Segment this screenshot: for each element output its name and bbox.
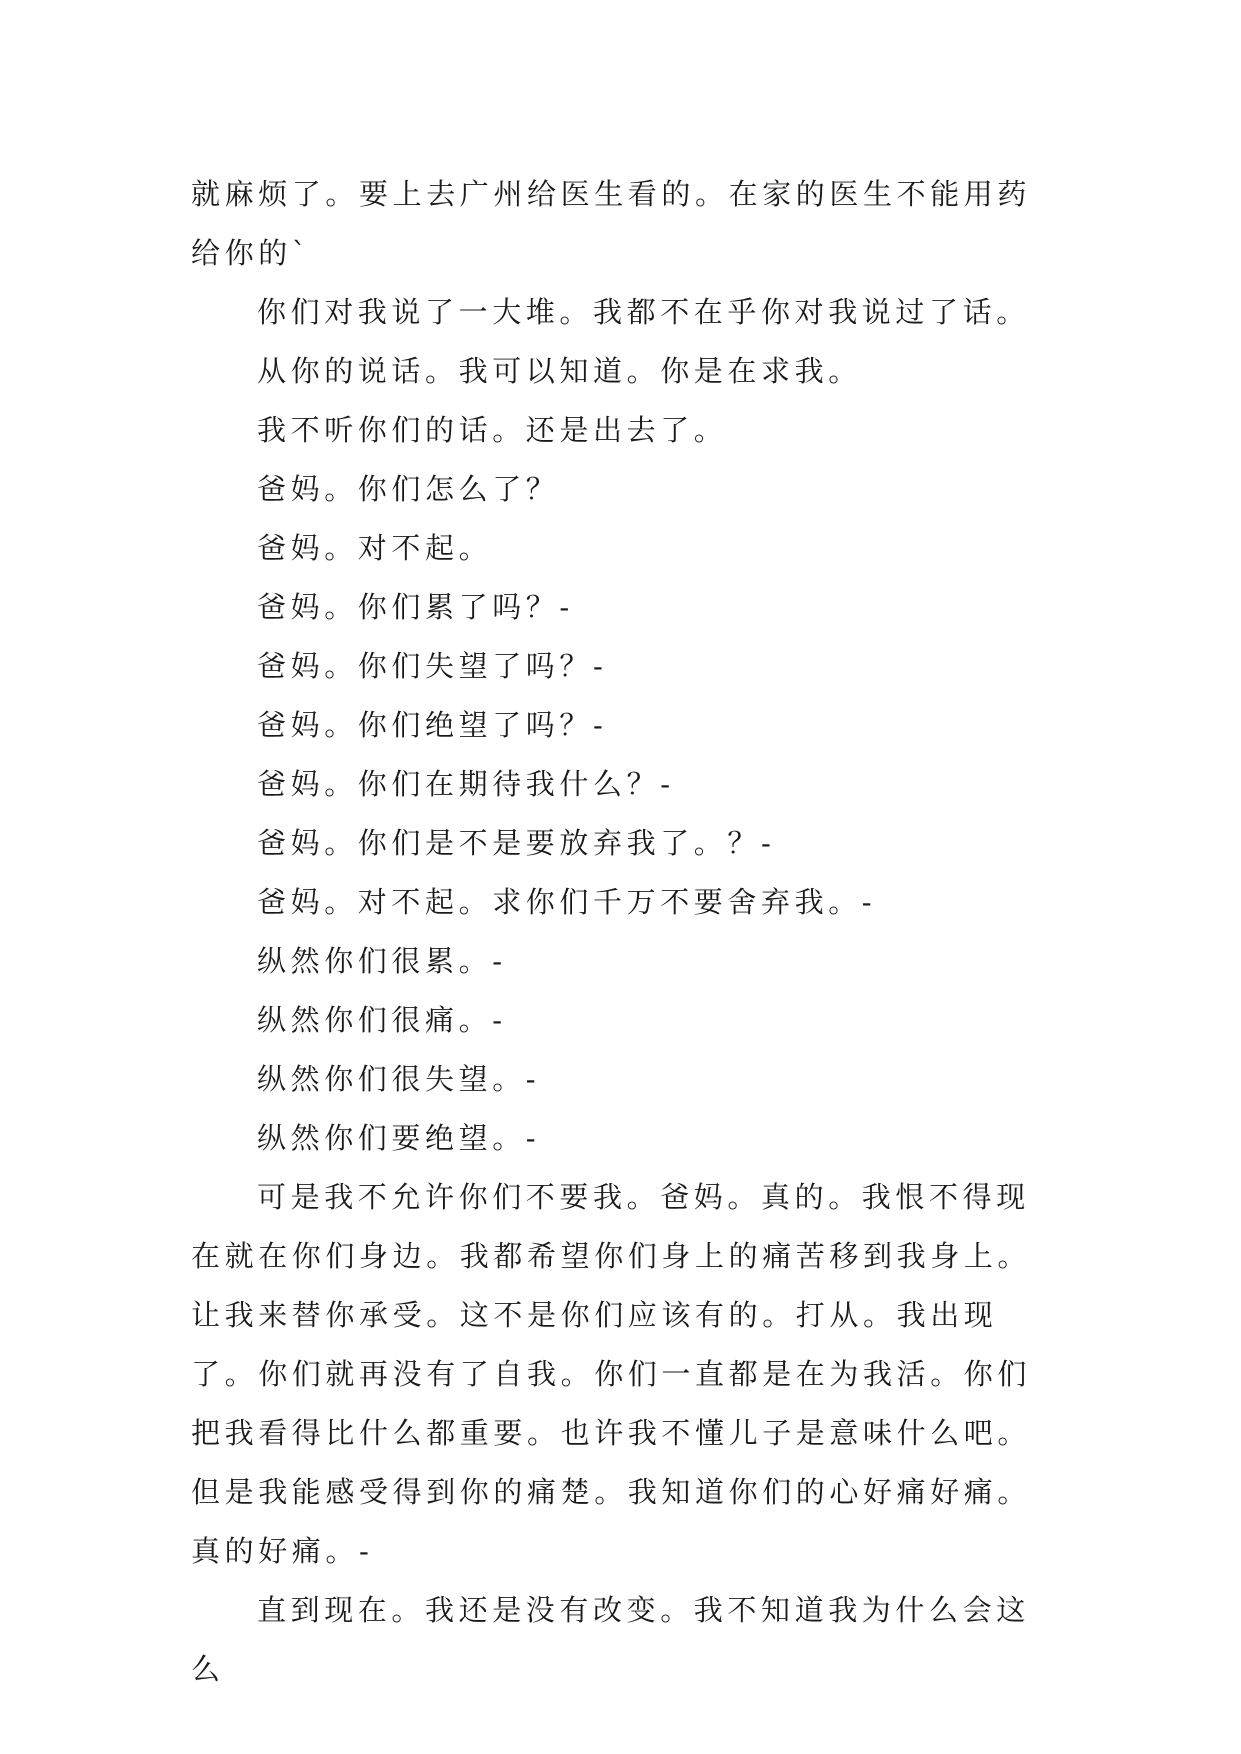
paragraph-6: 爸妈。对不起。 — [257, 531, 493, 565]
paragraph-14: 纵然你们很痛。- — [257, 1003, 507, 1037]
paragraph-15: 纵然你们很失望。- — [257, 1062, 541, 1096]
paragraph-8: 爸妈。你们失望了吗？- — [257, 649, 608, 683]
paragraph-1: 就麻烦了。要上去广州给医生看的。在家的医生不能用药给你的` — [191, 177, 1032, 270]
paragraph-5: 爸妈。你们怎么了？ — [257, 472, 560, 506]
paragraph-11: 爸妈。你们是不是要放弃我了。？- — [257, 826, 776, 860]
paragraph-12: 爸妈。对不起。求你们千万不要舍弃我。- — [257, 885, 877, 919]
paragraph-7: 爸妈。你们累了吗？- — [257, 590, 574, 624]
document-page — [191, 165, 1061, 1699]
paragraph-3: 从你的说话。我可以知道。你是在求我。 — [257, 354, 862, 388]
paragraph-4: 我不听你们的话。还是出去了。 — [257, 413, 728, 447]
paragraph-13: 纵然你们很累。- — [257, 944, 507, 978]
paragraph-18: 直到现在。我还是没有改变。我不知道我为什么会这么 — [191, 1593, 1030, 1686]
paragraph-2: 你们对我说了一大堆。我都不在乎你对我说过了话。 — [257, 295, 1030, 329]
paragraph-17: 可是我不允许你们不要我。爸妈。真的。我恨不得现在就在你们身边。我都希望你们身上的痛苦移到我身上。让我来替你承受。这不是你们应该有的。打从。我出现了。你们就再没有了自我。你们一直都是在为我活。你们把我看得比什么都重要。也许我不懂儿子是意味什么吧。但是我能感受得到你的痛楚。我知道你们的心好痛好痛。真的好痛。- — [191, 1180, 1032, 1568]
paragraph-16: 纵然你们要绝望。- — [257, 1121, 541, 1155]
paragraph-9: 爸妈。你们绝望了吗？- — [257, 708, 608, 742]
paragraph-10: 爸妈。你们在期待我什么？- — [257, 767, 675, 801]
